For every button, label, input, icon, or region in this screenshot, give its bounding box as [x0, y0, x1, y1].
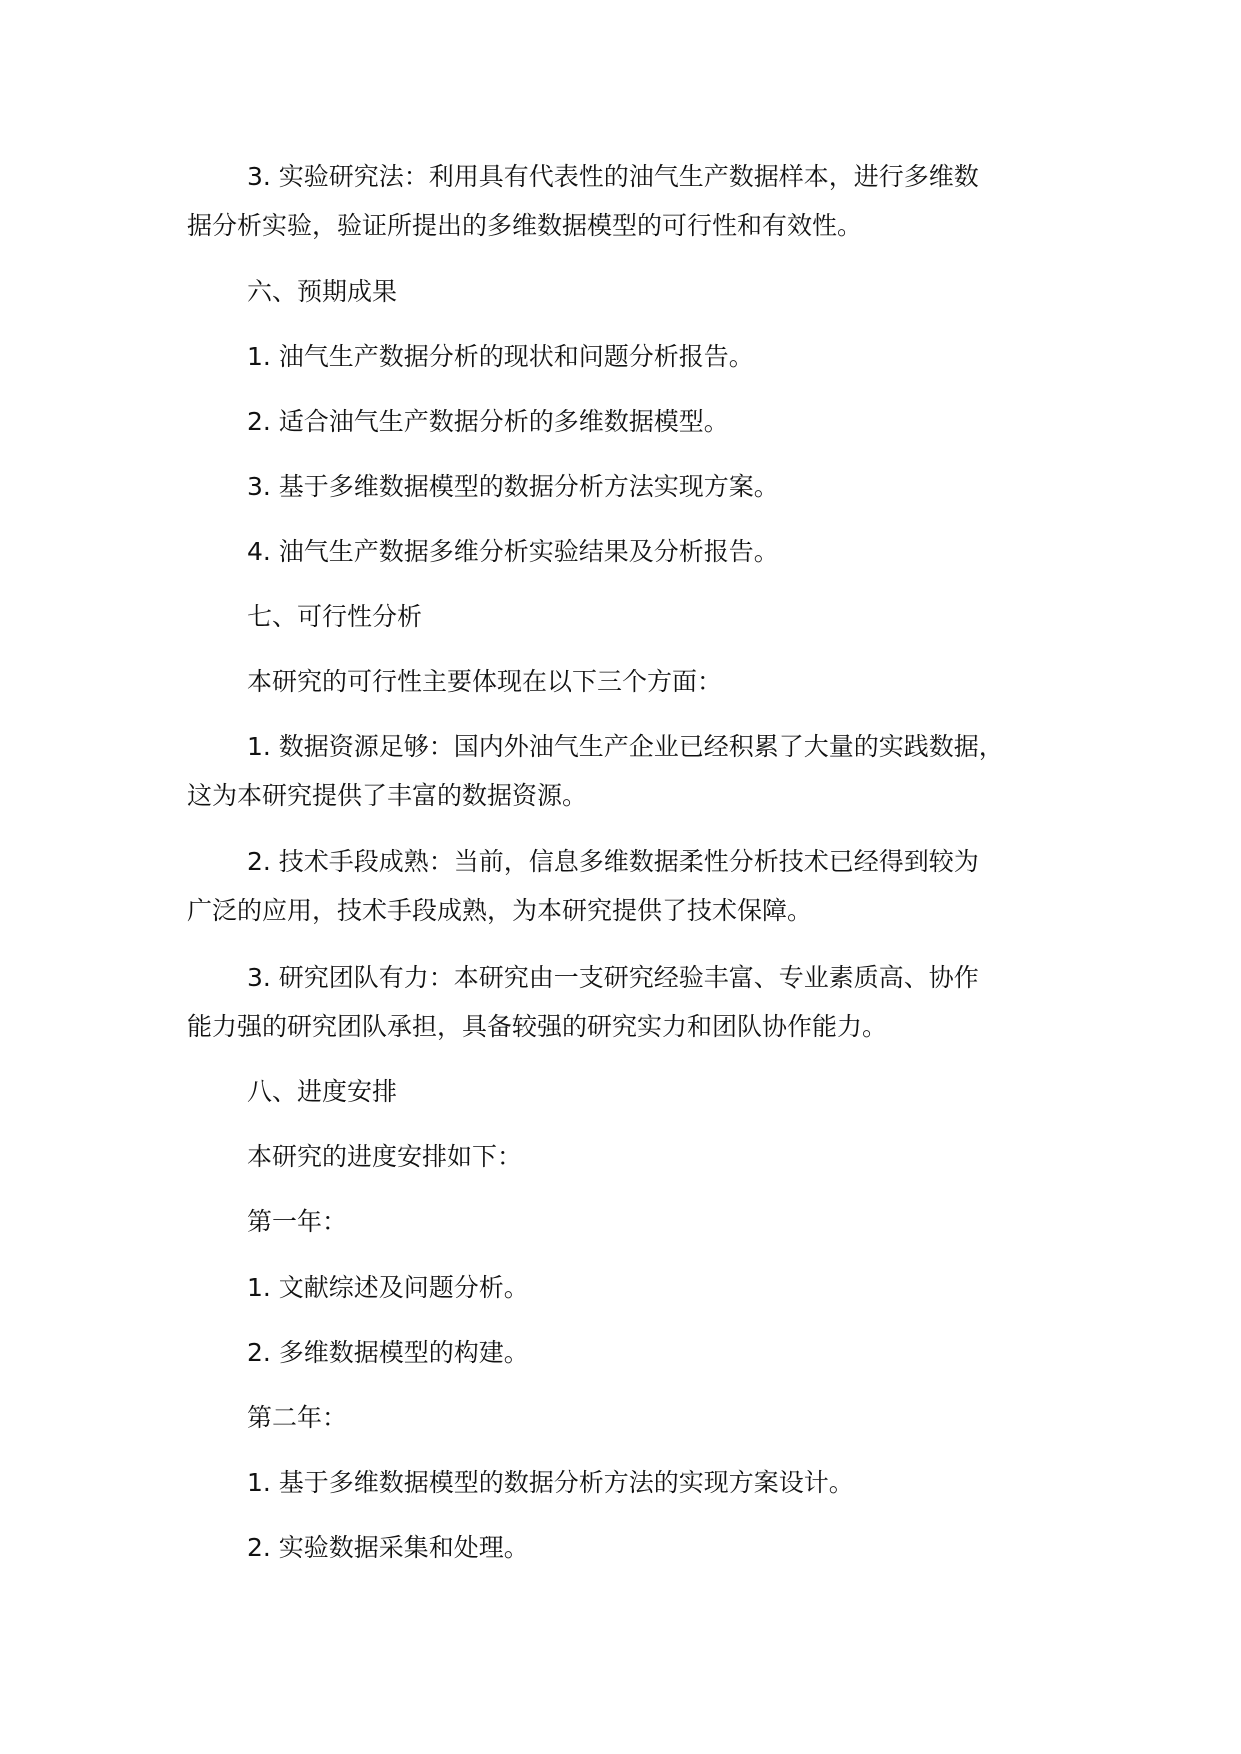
- paragraph-line: 据分析实验，验证所提出的多维数据模型的可行性和有效性。: [187, 211, 863, 240]
- list-item: 2. 适合油气生产数据分析的多维数据模型。: [247, 407, 729, 436]
- paragraph-line: 本研究的进度安排如下：: [247, 1142, 523, 1171]
- subheading: 第二年：: [247, 1403, 348, 1432]
- list-item: 1. 油气生产数据分析的现状和问题分析报告。: [247, 342, 754, 371]
- paragraph-line: 能力强的研究团队承担，具备较强的研究实力和团队协作能力。: [187, 1012, 888, 1041]
- paragraph-line: 3. 实验研究法：利用具有代表性的油气生产数据样本，进行多维数: [247, 162, 979, 191]
- section-heading: 六、预期成果: [247, 277, 398, 306]
- section-heading: 七、可行性分析: [247, 602, 423, 631]
- paragraph-line: 这为本研究提供了丰富的数据资源。: [187, 781, 588, 810]
- list-item: 2. 多维数据模型的构建。: [247, 1338, 529, 1367]
- list-item: 3. 研究团队有力：本研究由一支研究经验丰富、专业素质高、协作: [247, 963, 979, 992]
- list-item: 4. 油气生产数据多维分析实验结果及分析报告。: [247, 537, 779, 566]
- paragraph-line: 广泛的应用，技术手段成熟，为本研究提供了技术保障。: [187, 896, 813, 925]
- list-item: 2. 技术手段成熟：当前，信息多维数据柔性分析技术已经得到较为: [247, 847, 979, 876]
- list-item: 1. 数据资源足够：国内外油气生产企业已经积累了大量的实践数据，: [247, 732, 1004, 761]
- list-item: 3. 基于多维数据模型的数据分析方法实现方案。: [247, 472, 779, 501]
- subheading: 第一年：: [247, 1207, 348, 1236]
- paragraph-line: 本研究的可行性主要体现在以下三个方面：: [247, 667, 723, 696]
- section-heading: 八、进度安排: [247, 1077, 398, 1106]
- list-item: 1. 文献综述及问题分析。: [247, 1273, 529, 1302]
- list-item: 1. 基于多维数据模型的数据分析方法的实现方案设计。: [247, 1468, 854, 1497]
- list-item: 2. 实验数据采集和处理。: [247, 1533, 529, 1562]
